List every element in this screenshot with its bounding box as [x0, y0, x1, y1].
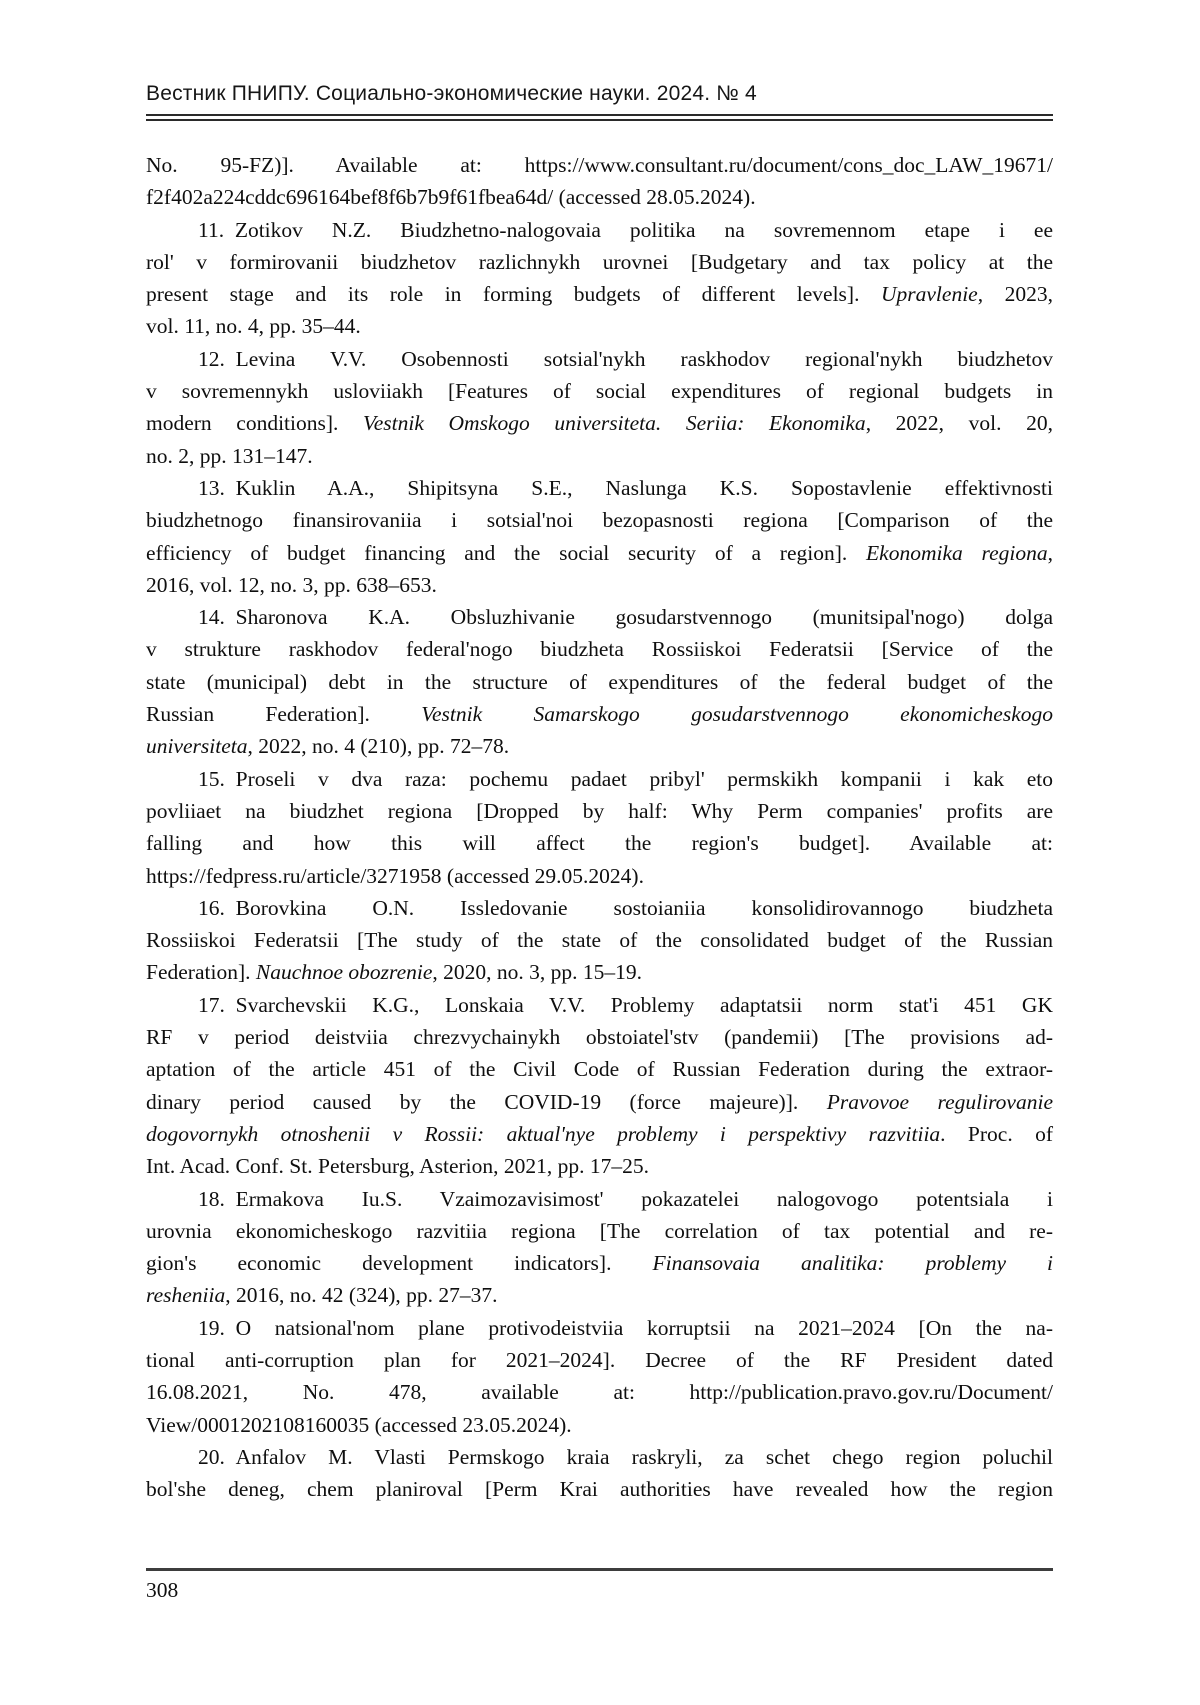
- reference-line: dogovornykh otnoshenii v Rossii: aktual'nye problemy i perspektivy razvitiia. Proc. of: [146, 1121, 1053, 1146]
- reference-item: [146, 601, 1053, 762]
- footer-rule: [146, 1568, 1053, 1571]
- reference-line: urovnia ekonomicheskogo razvitiia regiona [The correlation of tax potential and re-: [146, 1218, 1053, 1243]
- reference-line: 2016, vol. 12, no. 3, pp. 638–653.: [146, 572, 437, 597]
- reference-line: universiteta, 2022, no. 4 (210), pp. 72–78.: [146, 734, 510, 759]
- reference-line: 17. Svarchevskii K.G., Lonskaia V.V. Problemy adaptatsii norm stat'i 451 GK: [198, 992, 1053, 1017]
- reference-line: 16.08.2021, No. 478, available at: http://publication.pravo.gov.ru/Document/: [146, 1380, 1053, 1405]
- running-header-title: Вестник ПНИПУ. Социально-экономические науки. 2024. № 4: [146, 82, 757, 105]
- reference-line: povliiaet na biudzhet regiona [Dropped by half: Why Perm companies' profits are: [146, 798, 1053, 823]
- reference-line: Rossiiskoi Federatsii [The study of the state of the consolidated budget of the Russian: [146, 928, 1053, 953]
- reference-line: dinary period caused by the COVID-19 (force majeure)]. Pravovoe regulirovanie: [146, 1089, 1053, 1114]
- reference-line: No. 95-FZ)]. Available at: https://www.consultant.ru/document/cons_doc_LAW_19671/: [146, 153, 1053, 177]
- reference-line: state (municipal) debt in the structure of expenditures of the federal budget of the: [146, 669, 1053, 694]
- reference-line: efficiency of budget financing and the social security of a region]. Ekonomika regiona,: [146, 540, 1053, 565]
- reference-line: 13. Kuklin A.A., Shipitsyna S.E., Naslunga K.S. Sopostavlenie effektivnosti: [198, 475, 1053, 500]
- page-number: 308: [146, 1578, 179, 1602]
- reference-line: https://fedpress.ru/article/3271958 (accessed 29.05.2024).: [146, 863, 644, 888]
- references-list: [146, 149, 1053, 1505]
- reference-line: v strukture raskhodov federal'nogo biudzheta Rossiiskoi Federatsii [Service of the: [146, 637, 1053, 662]
- reference-line: 20. Anfalov M. Vlasti Permskogo kraia raskryli, za schet chego region poluchil: [198, 1444, 1053, 1469]
- reference-line: RF v period deistviia chrezvychainykh obstoiatel'stv (pandemii) [The provisions ad-: [146, 1025, 1053, 1050]
- reference-line: bol'she deneg, chem planiroval [Perm Krai authorities have revealed how the region: [146, 1477, 1053, 1502]
- reference-line: rol' v formirovanii biudzhetov razlichnykh urovnei [Budgetary and tax policy at the: [146, 249, 1053, 274]
- reference-item: [146, 149, 1053, 214]
- reference-line: falling and how this will affect the region's budget]. Available at:: [146, 831, 1053, 856]
- reference-item: [146, 1441, 1053, 1506]
- reference-line: 12. Levina V.V. Osobennosti sotsial'nykh raskhodov regional'nykh biudzhetov: [198, 346, 1053, 371]
- reference-line: v sovremennykh usloviiakh [Features of social expenditures of regional budgets in: [146, 379, 1053, 404]
- reference-line: Federation]. Nauchnoe obozrenie, 2020, no. 3, pp. 15–19.: [146, 960, 643, 985]
- reference-line: vol. 11, no. 4, pp. 35–44.: [146, 314, 361, 339]
- reference-line: no. 2, pp. 131–147.: [146, 443, 313, 468]
- reference-line: 11. Zotikov N.Z. Biudzhetno-nalogovaia politika na sovremennom etape i ee: [198, 217, 1053, 242]
- reference-item: [146, 1312, 1053, 1441]
- reference-item: [146, 763, 1053, 892]
- reference-line: present stage and its role in forming budgets of different levels]. Upravlenie, 2023,: [146, 282, 1054, 307]
- reference-item: [146, 1183, 1053, 1312]
- reference-item: [146, 214, 1053, 343]
- reference-item: [146, 989, 1053, 1183]
- reference-line: 18. Ermakova Iu.S. Vzaimozavisimost' pokazatelei nalogovogo potentsiala i: [198, 1186, 1053, 1211]
- reference-line: 16. Borovkina O.N. Issledovanie sostoianiia konsolidirovannogo biudzheta: [198, 895, 1053, 920]
- reference-line: modern conditions]. Vestnik Omskogo universiteta. Seriia: Ekonomika, 2022, vol. 20,: [146, 411, 1053, 436]
- reference-line: tional anti-corruption plan for 2021–2024]. Decree of the RF President dated: [146, 1347, 1053, 1372]
- reference-line: 15. Proseli v dva raza: pochemu padaet pribyl' permskikh kompanii i kak eto: [198, 766, 1053, 791]
- reference-item: [146, 343, 1053, 472]
- reference-line: 14. Sharonova K.A. Obsluzhivanie gosudarstvennogo (munitsipal'nogo) dolga: [198, 605, 1053, 630]
- reference-line: Int. Acad. Conf. St. Petersburg, Asterion, 2021, pp. 17–25.: [146, 1154, 650, 1179]
- reference-line: resheniia, 2016, no. 42 (324), pp. 27–37.: [146, 1283, 498, 1308]
- reference-line: f2f402a224cddc696164bef8f6b7b9f61fbea64d/ (accessed 28.05.2024).: [146, 185, 756, 210]
- reference-line: gion's economic development indicators]. Finansovaia analitika: problemy i: [146, 1251, 1054, 1276]
- reference-line: Russian Federation]. Vestnik Samarskogo gosudarstvennogo ekonomicheskogo: [146, 702, 1053, 727]
- reference-line: 19. O natsional'nom plane protivodeistviia korruptsii na 2021–2024 [On the na-: [198, 1315, 1053, 1340]
- reference-item: [146, 472, 1053, 601]
- reference-line: View/0001202108160035 (accessed 23.05.2024).: [146, 1412, 572, 1437]
- reference-line: aptation of the article 451 of the Civil Code of Russian Federation during the extraor-: [146, 1057, 1053, 1082]
- header-rule: [146, 114, 1053, 121]
- reference-line: biudzhetnogo finansirovaniia i sotsial'noi bezopasnosti regiona [Comparison of the: [146, 508, 1053, 533]
- reference-item: [146, 892, 1053, 989]
